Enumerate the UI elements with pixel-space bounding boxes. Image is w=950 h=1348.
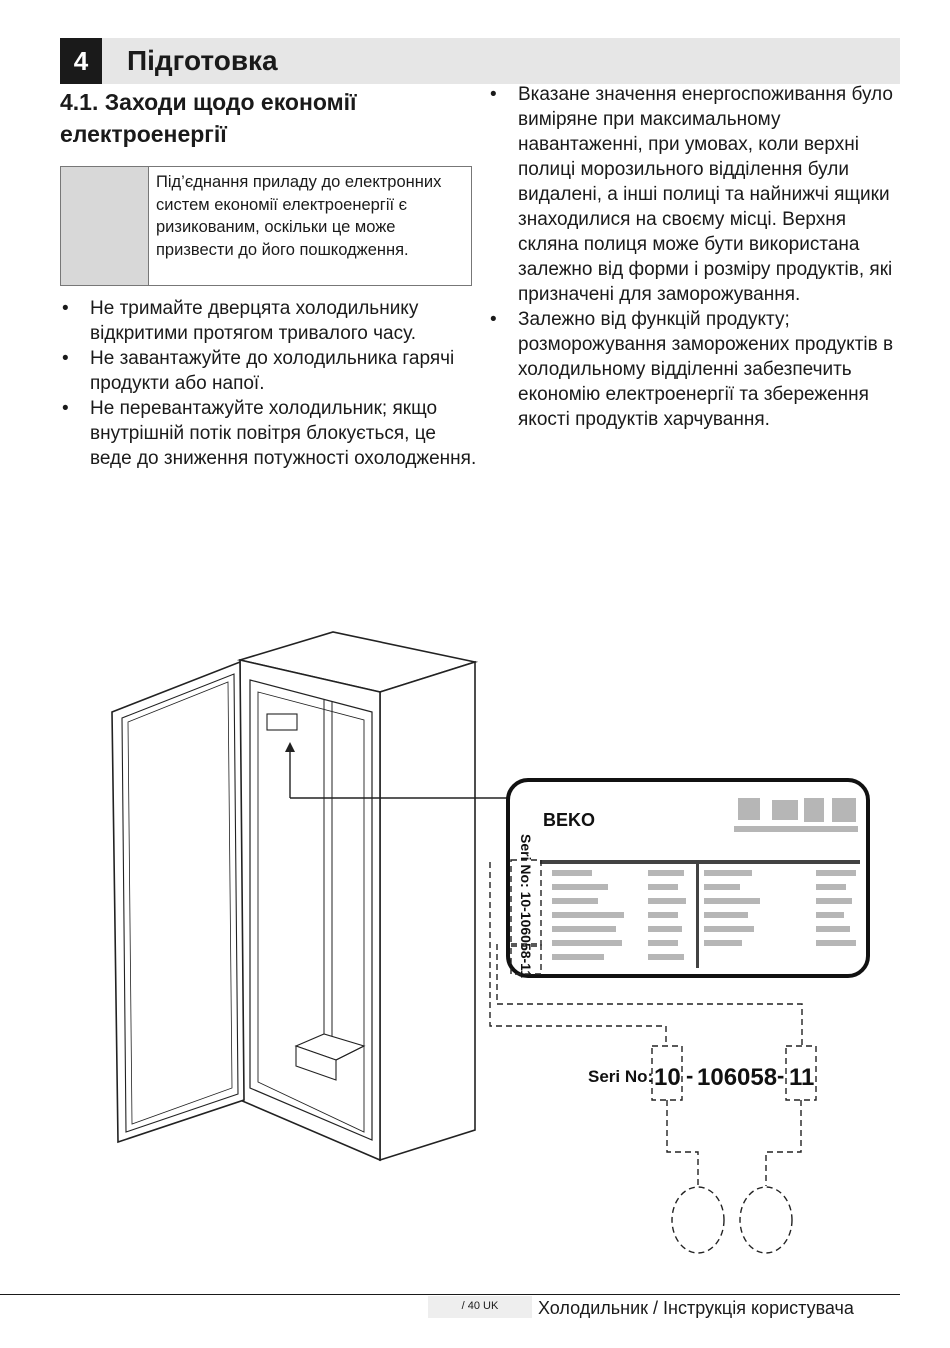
serial-number-readout [588,1063,814,1091]
serial-part-3: 11 [789,1064,815,1091]
warning-box [60,166,472,286]
subsection-title: 4.1. Заходи щодо економії електроенергії [60,89,357,147]
section-title: Підготовка [127,45,278,76]
list-item: • Залежно від функцій продукту; розморожування заморожених продуктів в холодильному відділенні забезпечить економію електроенергії та збереження якості продуктів харчування. [488,307,908,432]
section-header [60,38,900,84]
footer-title: Холодильник / Інструкція користувача [538,1298,854,1318]
serial-part-1: 10 [654,1064,681,1091]
list-item: • Не тримайте дверцята холодильнику відкритими протягом тривалого часу. [60,296,480,346]
svg-text:-: - [686,1063,694,1088]
warning-shade [61,167,149,285]
list-item: • Не перевантажуйте холодильник; якщо внутрішній потік повітря блокується, це веде до зниження потужності охолодження. [60,396,480,471]
warning-mark [738,798,760,820]
footer-divider [0,1294,900,1295]
refrigerator-drawing [112,632,510,1160]
refrigerator-illustration [0,590,950,1280]
svg-text:-: - [777,1063,785,1088]
right-bullet-list [488,82,908,432]
section-number: 4 [60,38,102,84]
warning-text: Під’єднання приладу до електронних систем економії електроенергії є ризикованим, оскільки це може призвести до його пошкодження. [156,173,442,259]
serial-part-2: 106058 [697,1064,778,1091]
rating-label-magnified [508,780,868,978]
list-item: • Не завантажуйте до холодильника гарячі продукти або напої. [60,346,480,396]
brand-logo: BEKO [543,810,596,830]
serial-number-vertical: Seri No: 10-106058-11 [518,834,534,978]
list-item: • Вказане значення енергоспоживання було виміряне при максимальному навантаженні, при умовах, коли верхні полиці морозильного відділення були видалені, а інші полиці та найнижчі ящики знаходилися на своєму місці. Верхня скляна полиця може бути використана залежно від форми і розміру продуктів, які призначені для заморожування. [488,82,908,307]
serial-label: Seri No: [588,1067,654,1086]
left-bullet-list [60,296,480,471]
page-number: / 40 UK [428,1296,532,1318]
